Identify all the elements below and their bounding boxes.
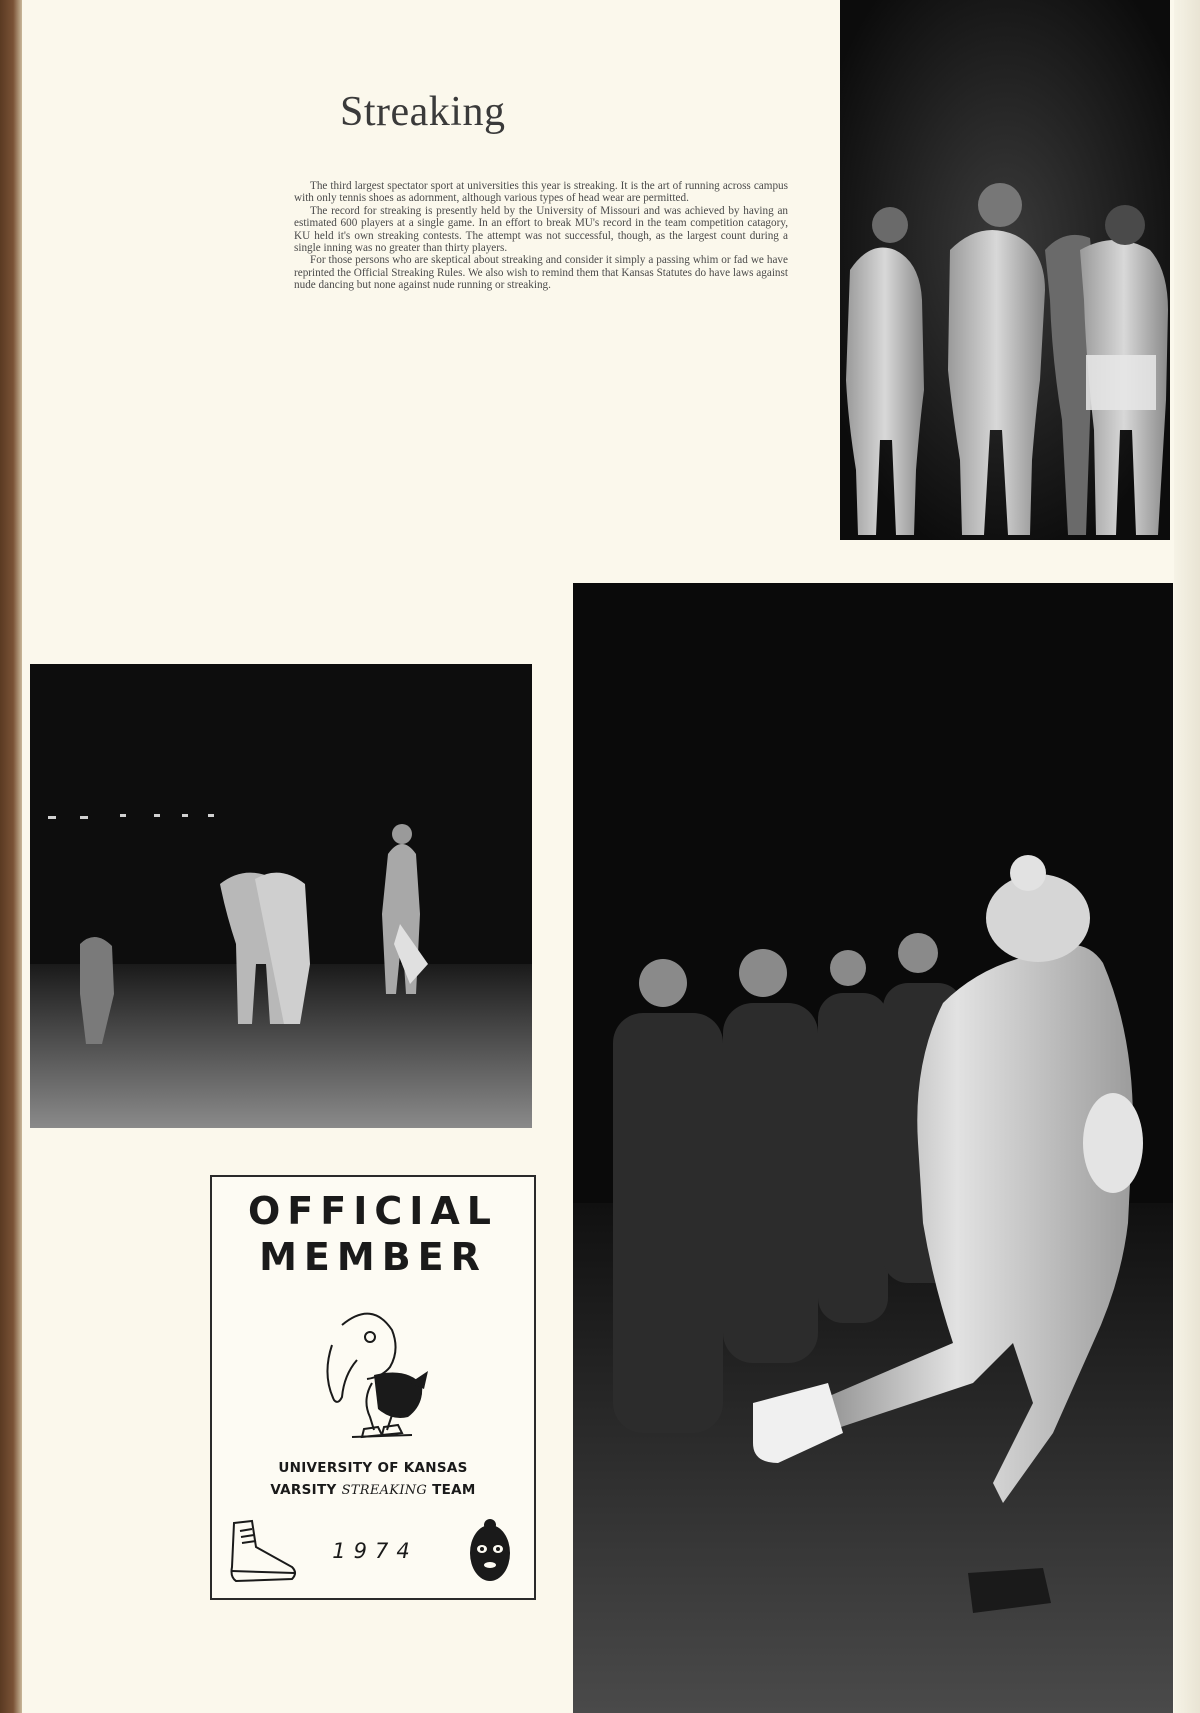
page-title: Streaking xyxy=(340,89,506,135)
article-body xyxy=(294,180,788,292)
photo-streakers-group xyxy=(840,0,1170,540)
jayhawk-mascot-icon xyxy=(312,1305,442,1445)
paragraph-1: The third largest spectator sport at universities this year is streaking. It is the art of running across campus with only tennis shoes as adornment, although various types of head wear are permitted. xyxy=(294,180,788,205)
card-team-suffix: TEAM xyxy=(432,1482,476,1498)
photo-streakers-group-image xyxy=(840,0,1170,540)
photo-night-streakers-image xyxy=(30,664,532,1128)
sneaker-icon xyxy=(226,1517,302,1587)
card-year: 1974 xyxy=(332,1539,418,1563)
card-team-prefix: VARSITY xyxy=(270,1482,337,1498)
card-university-line: UNIVERSITY OF KANSAS xyxy=(278,1460,468,1476)
photo-runner-streaker xyxy=(573,583,1173,1713)
ski-mask-icon xyxy=(466,1517,514,1587)
card-heading-official: OFFICIAL xyxy=(247,1189,498,1233)
card-team-italic: STREAKING xyxy=(341,1483,428,1498)
page-edge xyxy=(1174,0,1200,1713)
card-heading-member: MEMBER xyxy=(259,1235,487,1279)
paragraph-3: For those persons who are skeptical about streaking and consider it simply a passing whim or fad we have reprinted the Official Streaking Rules. We also wish to remind them that Kansas Statutes do have laws against nude dancing but none against nude running or streaking. xyxy=(294,254,788,292)
membership-card xyxy=(210,1175,536,1600)
book-spine xyxy=(0,0,22,1713)
photo-runner-streaker-image xyxy=(573,583,1173,1713)
card-team-line xyxy=(212,1482,534,1498)
photo-night-streakers xyxy=(30,664,532,1128)
paragraph-2: The record for streaking is presently held by the University of Missouri and was achieved by having an estimated 600 players at a single game. In an effort to break MU's record in the team competition catagory, KU held it's own streaking contests. The attempt was not successful, though, as the largest count during a single inning was no greater than thirty players. xyxy=(294,204,788,255)
